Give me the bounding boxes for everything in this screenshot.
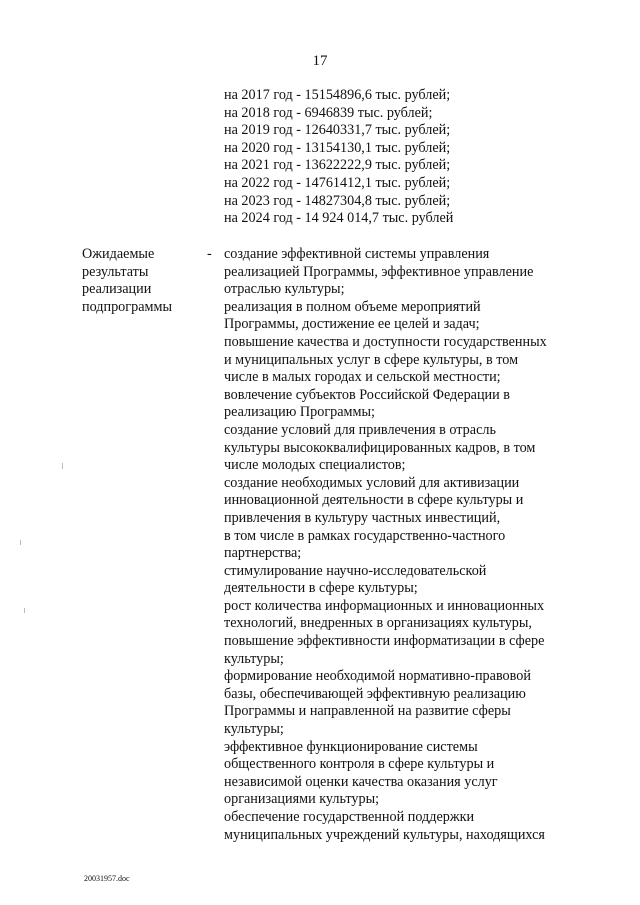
section-label-line: реализации — [82, 281, 152, 298]
funding-line: на 2019 год - 12640331,7 тыс. рублей; — [224, 122, 451, 139]
page-number: 17 — [312, 53, 328, 69]
result-line: деятельности в сфере культуры; — [224, 580, 418, 597]
result-line: отраслью культуры; — [224, 281, 345, 298]
funding-line: на 2024 год - 14 924 014,7 тыс. рублей — [224, 210, 454, 227]
result-line: числе в малых городах и сельской местности; — [224, 369, 501, 386]
result-line: повышение эффективности информатизации в сфере — [224, 633, 545, 650]
funding-list — [224, 87, 624, 228]
result-line: создание эффективной системы управления — [224, 246, 490, 262]
result-line: реализацию Программы; — [224, 404, 375, 421]
section-label — [82, 246, 202, 316]
section-label-line: Ожидаемые — [82, 246, 155, 262]
result-line: привлечения в культуру частных инвестиций, — [224, 509, 501, 526]
result-line: числе молодых специалистов; — [224, 457, 406, 474]
funding-line: на 2022 год - 14761412,1 тыс. рублей; — [224, 174, 451, 191]
result-line: партнерства; — [224, 545, 302, 562]
result-line: создание необходимых условий для активизации — [224, 474, 520, 491]
result-line: базы, обеспечивающей эффективную реализацию — [224, 685, 526, 702]
result-line: и муниципальных услуг в сфере культуры, в том — [224, 351, 519, 368]
result-line: вовлечение субъектов Российской Федерации в — [224, 386, 510, 403]
funding-line: на 2023 год - 14827304,8 тыс. рублей; — [224, 192, 451, 209]
result-line: культуры высококвалифицированных кадров, в том — [224, 439, 536, 456]
result-line: организациями культуры; — [224, 791, 380, 808]
funding-line: на 2021 год - 13622222,9 тыс. рублей; — [224, 157, 451, 174]
results-list — [224, 246, 624, 844]
footer-filename: 20031957.doc — [84, 874, 130, 883]
result-line: культуры; — [224, 721, 284, 738]
result-line: технологий, внедренных в организациях культуры, — [224, 615, 532, 632]
result-line: эффективное функционирование системы — [224, 738, 478, 755]
result-line: Программы, достижение ее целей и задач; — [224, 316, 480, 333]
scan-margin-mark — [62, 463, 63, 469]
result-line: муниципальных учреждений культуры, находящихся — [224, 826, 545, 843]
funding-line: на 2018 год - 6946839 тыс. рублей; — [224, 104, 433, 121]
scan-margin-mark — [20, 540, 21, 545]
section-label-line: результаты — [82, 263, 149, 280]
result-line: рост количества информационных и инновационных — [224, 597, 545, 614]
section-label-line: подпрограммы — [82, 298, 172, 315]
result-line: независимой оценки качества оказания услуг — [224, 773, 498, 790]
funding-line: на 2020 год - 13154130,1 тыс. рублей; — [224, 139, 451, 156]
result-line: инновационной деятельности в сфере культуры и — [224, 492, 524, 509]
result-line: стимулирование научно-исследовательской — [224, 562, 487, 579]
result-line: Программы и направленной на развитие сферы — [224, 703, 511, 720]
funding-line: на 2017 год - 15154896,6 тыс. рублей; — [224, 87, 451, 103]
result-line: формирование необходимой нормативно-правовой — [224, 668, 531, 685]
result-line: создание условий для привлечения в отрасль — [224, 421, 496, 438]
result-line: обеспечение государственной поддержки — [224, 809, 475, 825]
scan-margin-mark — [24, 608, 25, 613]
result-line: в том числе в рамках государственно-частного — [224, 527, 506, 544]
result-line: общественного контроля в сфере культуры и — [224, 756, 495, 773]
label-dash: - — [207, 246, 212, 262]
result-line: реализацией Программы, эффективное управление — [224, 263, 534, 280]
result-line: реализация в полном объеме мероприятий — [224, 298, 481, 315]
result-line: культуры; — [224, 650, 284, 667]
result-line: повышение качества и доступности государственных — [224, 333, 547, 350]
